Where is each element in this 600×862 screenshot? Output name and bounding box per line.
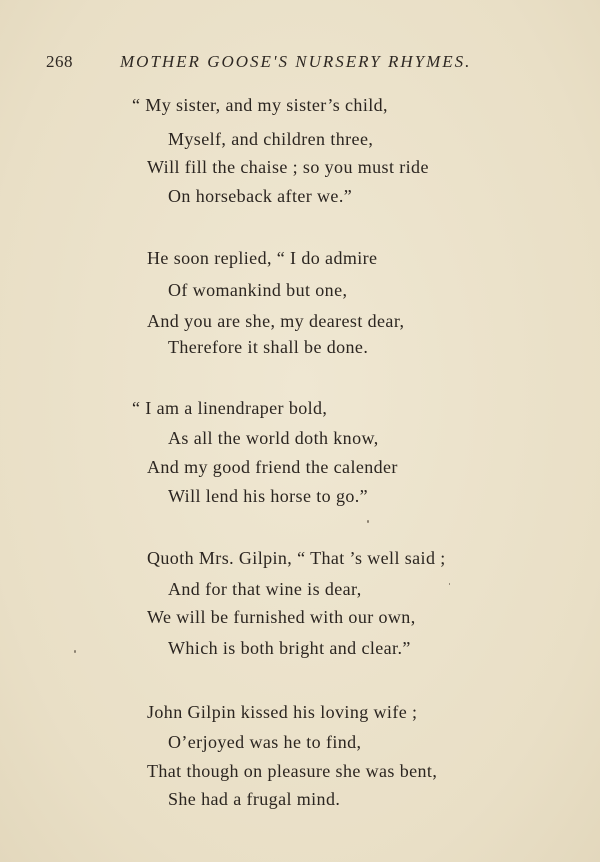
poem-line: Which is both bright and clear.” [168, 638, 411, 658]
paper-speck [367, 520, 369, 523]
poem-line: Therefore it shall be done. [168, 337, 369, 357]
paper-speck [449, 583, 450, 585]
poem-line: Myself, and children three, [168, 129, 374, 149]
paper-speck [74, 650, 76, 653]
running-head: MOTHER GOOSE'S NURSERY RHYMES. [120, 52, 472, 71]
poem-line: As all the world doth know, [168, 428, 379, 448]
poem-line: And you are she, my dearest dear, [147, 311, 405, 331]
poem-line: “ My sister, and my sister’s child, [132, 95, 388, 115]
poem-line: John Gilpin kissed his loving wife ; [147, 702, 418, 722]
page-header [36, 52, 476, 76]
poem-line: On horseback after we.” [168, 186, 353, 206]
poem-line: Will lend his horse to go.” [168, 486, 369, 506]
poem-line: “ I am a linendraper bold, [132, 398, 328, 418]
poem-line: Of womankind but one, [168, 280, 348, 300]
poem-line: That though on pleasure she was bent, [147, 761, 438, 781]
poem-line: Quoth Mrs. Gilpin, “ That ’s well said ; [147, 548, 446, 568]
poem-line: We will be furnished with our own, [147, 607, 416, 627]
poem-line: O’erjoyed was he to find, [168, 732, 362, 752]
poem-line: And for that wine is dear, [168, 579, 362, 599]
poem-line: And my good friend the calender [147, 457, 398, 477]
poem-line: He soon replied, “ I do admire [147, 248, 378, 268]
poem-line: Will fill the chaise ; so you must ride [147, 157, 429, 177]
page-number: 268 [46, 52, 73, 71]
poem-line: She had a frugal mind. [168, 789, 341, 809]
